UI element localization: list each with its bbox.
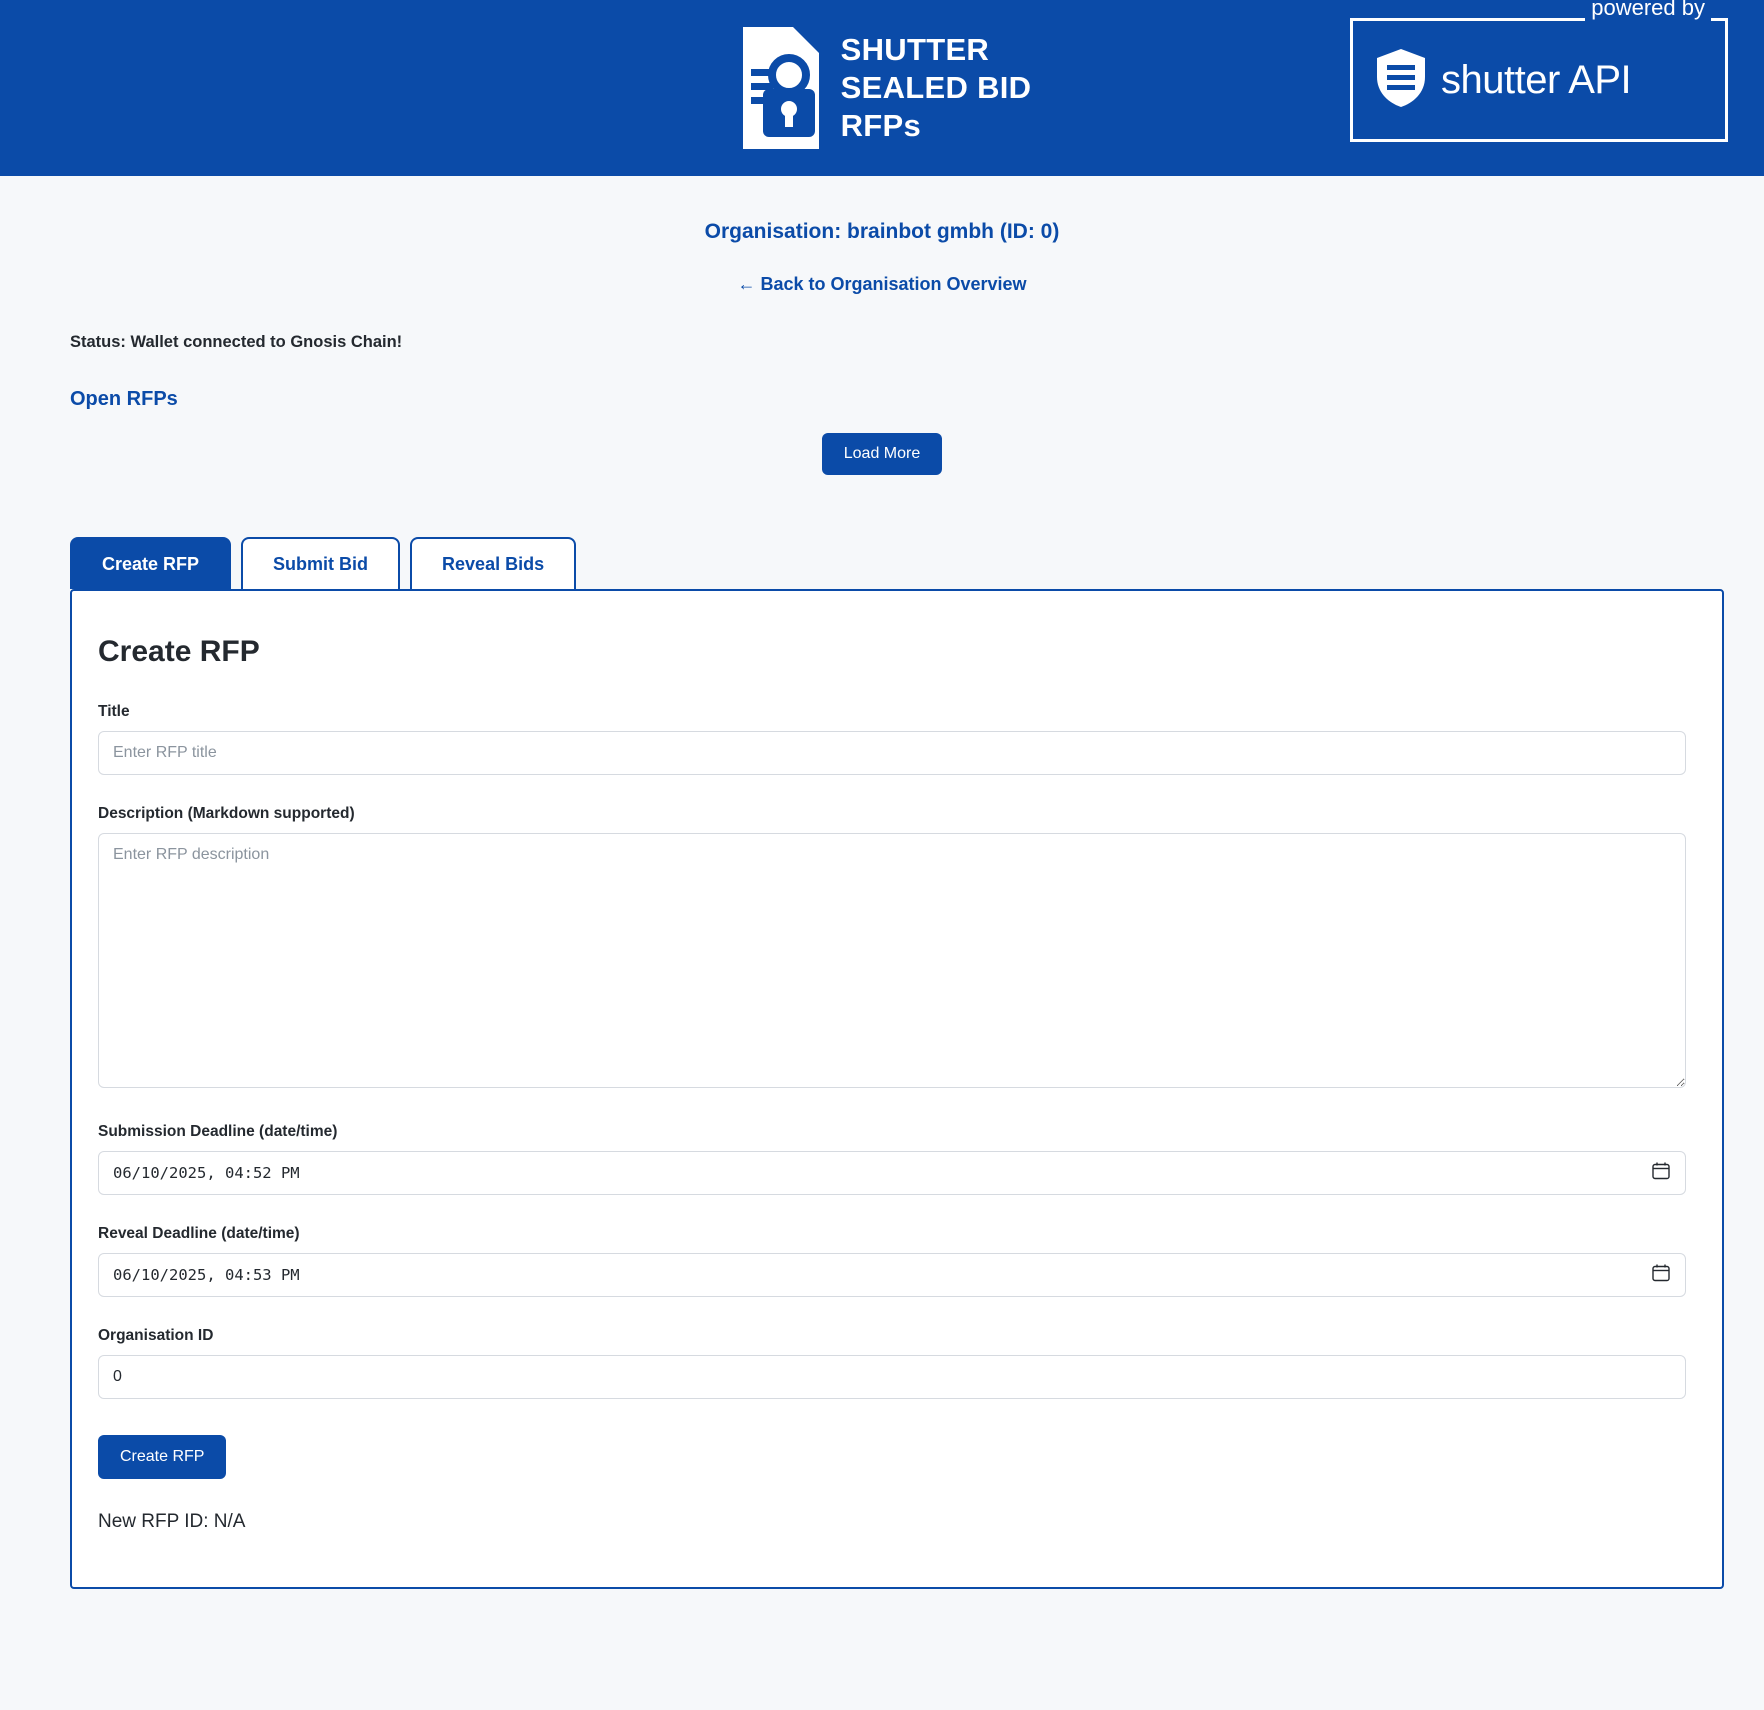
rfp-title-input[interactable] [98, 731, 1686, 775]
rfp-description-textarea[interactable] [98, 833, 1686, 1088]
new-rfp-id-text: New RFP ID: N/A [98, 1511, 246, 1532]
reveal-deadline-input[interactable] [98, 1253, 1686, 1297]
powered-brand: shutter API [1441, 57, 1632, 102]
reveal-deadline-label: Reveal Deadline (date/time) [98, 1225, 300, 1242]
submission-deadline-label: Submission Deadline (date/time) [98, 1123, 338, 1140]
brand-title [841, 31, 1032, 145]
powered-by-badge [1350, 0, 1728, 142]
title-field-group [98, 703, 1686, 775]
page-title: Organisation: brainbot gmbh (ID: 0) [704, 220, 1060, 243]
brand [733, 25, 1032, 151]
organisation-id-field-group [98, 1327, 1686, 1399]
powered-by-label: powered by [1585, 0, 1711, 21]
tab-submit-bid[interactable]: Submit Bid [241, 537, 400, 589]
reveal-deadline-field-group [98, 1225, 1686, 1297]
back-to-organisation-overview-link[interactable]: ← Back to Organisation Overview [737, 274, 1027, 294]
description-field-group [98, 805, 1686, 1093]
create-rfp-button[interactable]: Create RFP [98, 1435, 226, 1479]
brand-title-line-1: SHUTTER [840, 31, 990, 67]
document-lock-icon [733, 25, 821, 151]
create-rfp-panel [70, 589, 1724, 1589]
submission-deadline-field-group [98, 1123, 1686, 1195]
open-rfps-heading: Open RFPs [70, 388, 178, 410]
organisation-id-label: Organisation ID [98, 1327, 214, 1344]
description-label: Description (Markdown supported) [98, 805, 355, 822]
brand-title-line-2: SEALED BID [840, 69, 1032, 105]
status-text: Status: Wallet connected to Gnosis Chain! [70, 333, 403, 351]
tab-bar [70, 537, 1764, 589]
organisation-id-input[interactable] [98, 1355, 1686, 1399]
app-header [0, 0, 1764, 176]
tab-create-rfp[interactable]: Create RFP [70, 537, 231, 589]
shield-icon [1375, 47, 1427, 114]
brand-title-line-3: RFPs [840, 108, 922, 144]
submission-deadline-input[interactable] [98, 1151, 1686, 1195]
page-body [0, 220, 1764, 1629]
title-label: Title [98, 703, 130, 720]
panel-title: Create RFP [98, 635, 260, 668]
tab-reveal-bids[interactable]: Reveal Bids [410, 537, 576, 589]
load-more-button[interactable]: Load More [822, 433, 943, 475]
